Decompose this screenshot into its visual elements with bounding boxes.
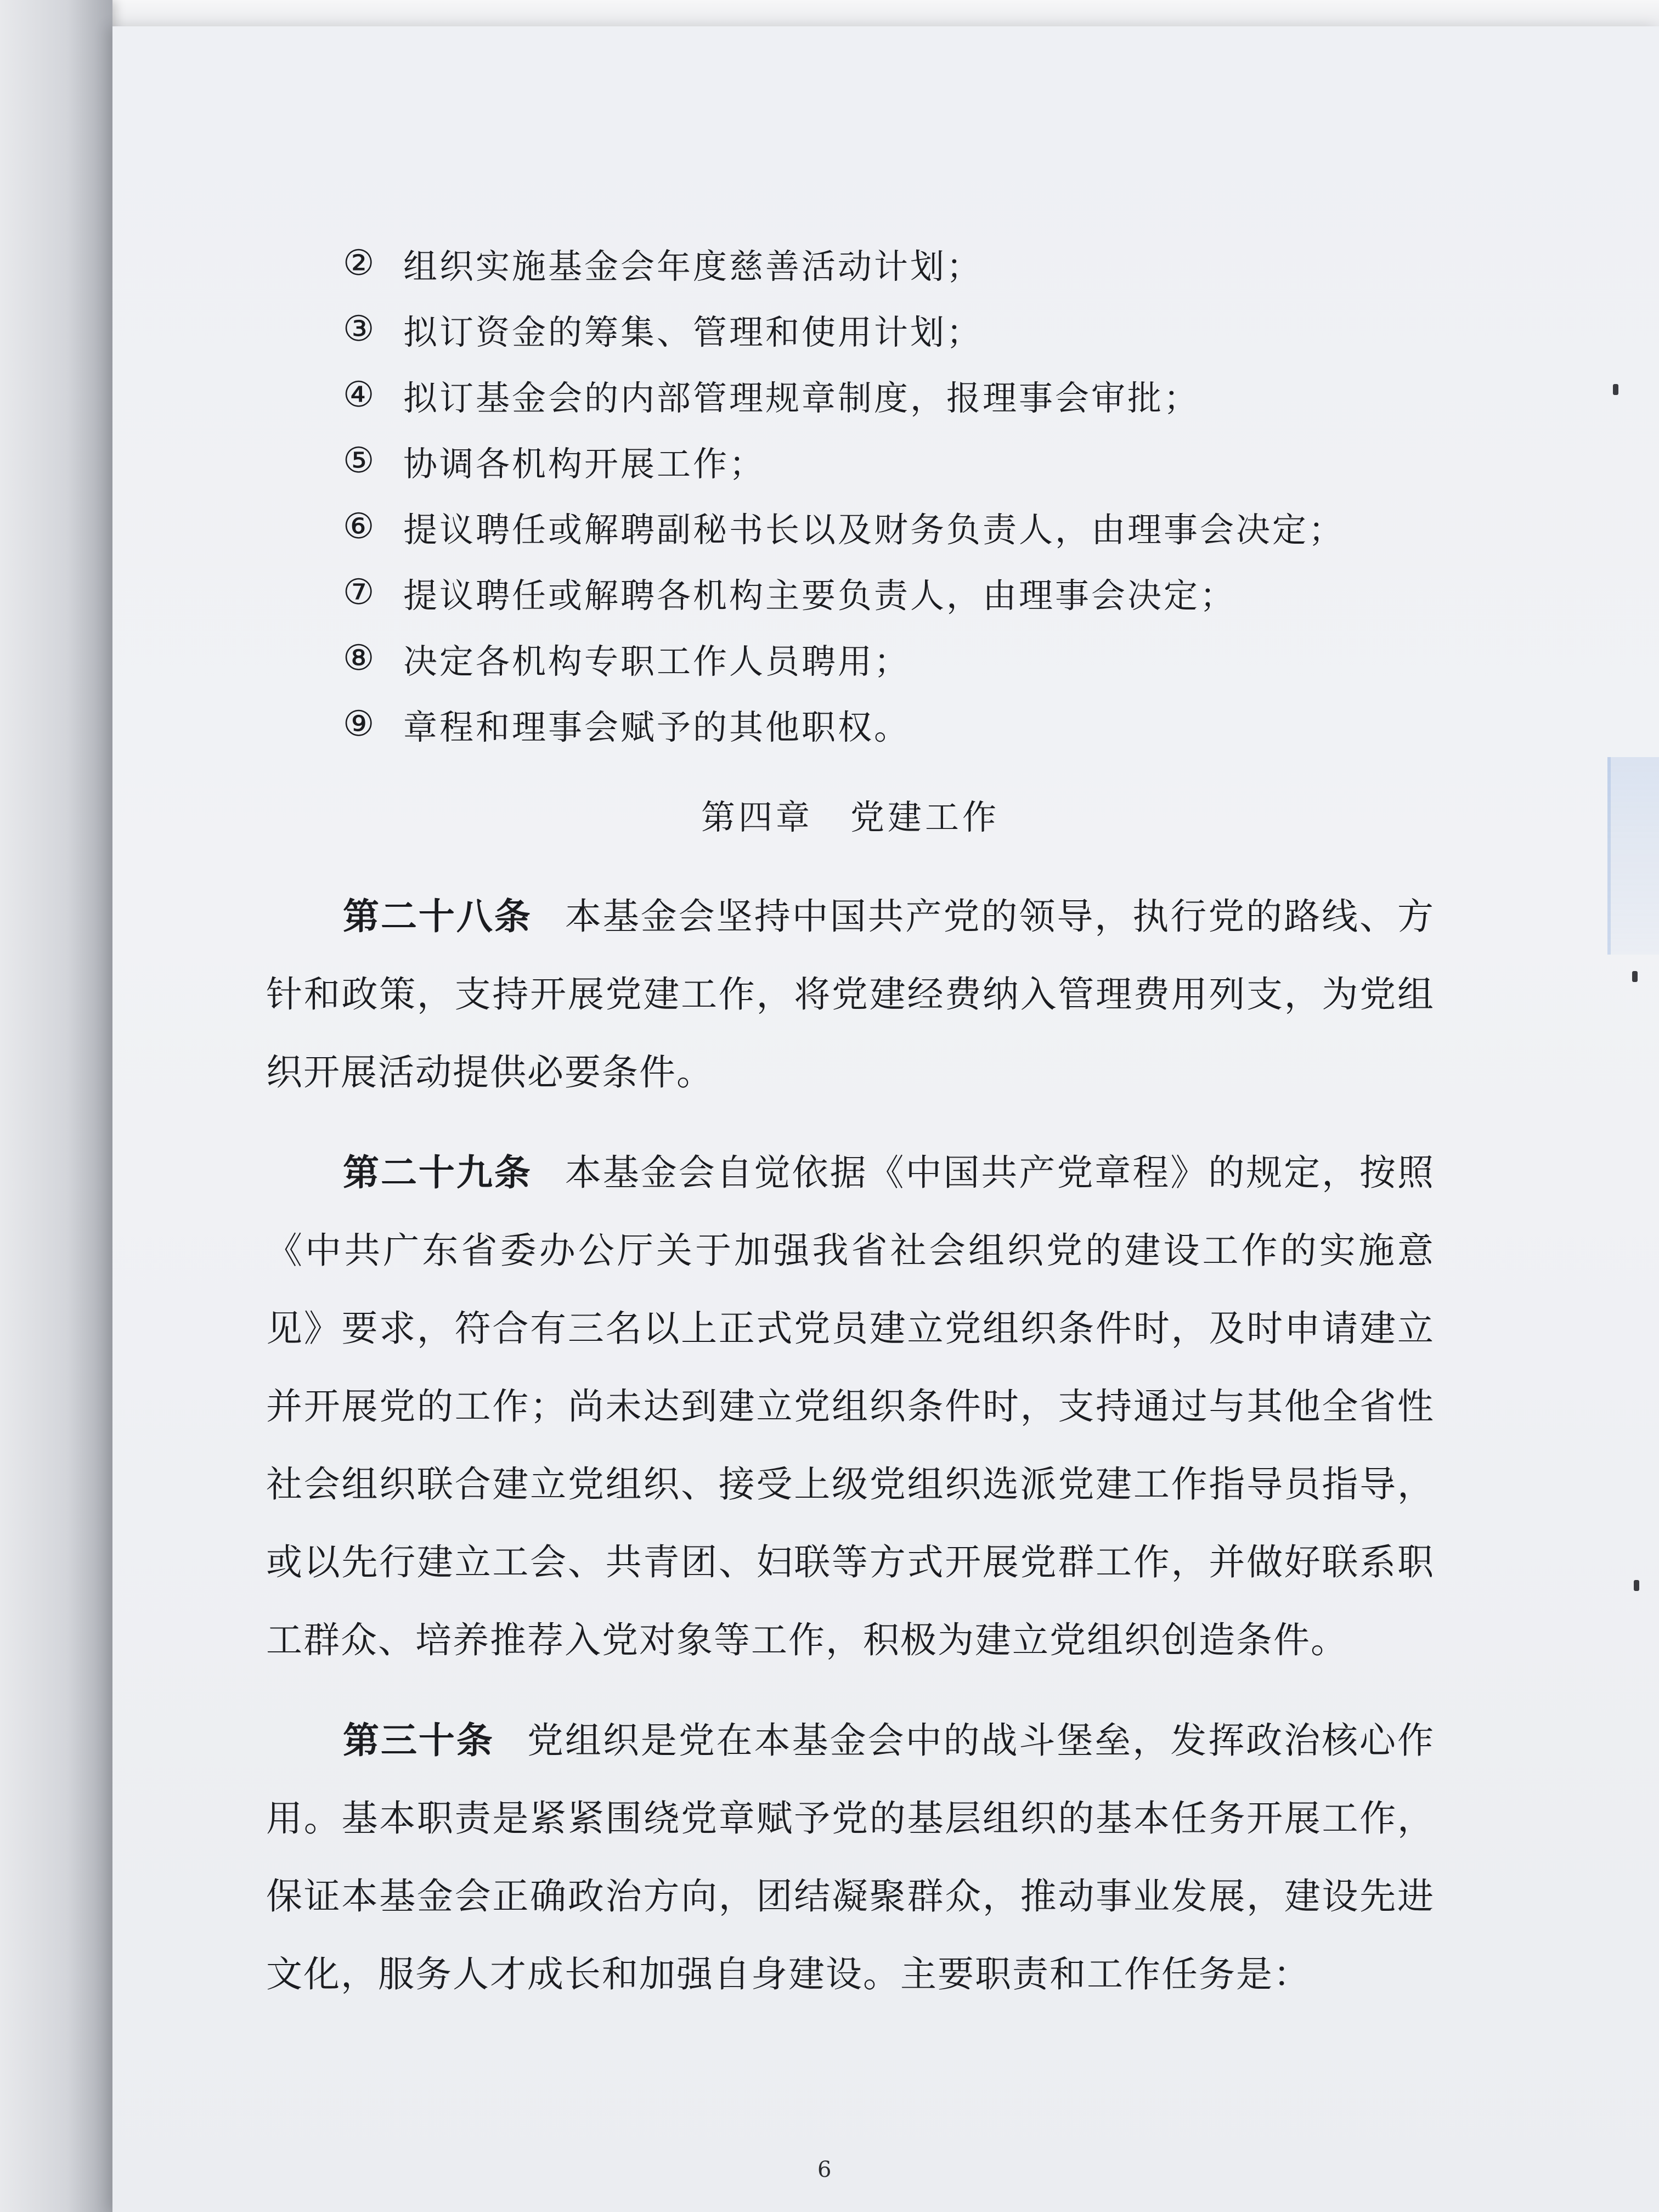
article-29: [266, 1133, 1435, 1679]
list-item: [343, 691, 1435, 757]
duty-list: [343, 230, 1435, 757]
article-30: [266, 1701, 1435, 2013]
item-text: 协调各机构开展工作；: [403, 443, 766, 484]
article-text: 党组织是党在本基金会中的战斗堡垒，发挥政治核心作用。基本职责是紧紧围绕党章赋予党的基层组织的基本任务开展工作，保证本基金会正确政治方向，团结凝聚群众，推动事业发展，建设先进文化，服务人才成长和加强自身建设。主要职责和工作任务是：: [266, 1719, 1435, 1995]
stamp-edge: [1607, 757, 1659, 955]
item-text: 拟订资金的筹集、管理和使用计划；: [403, 312, 983, 352]
page-number: 6: [817, 2157, 832, 2182]
article-number: 第二十九条: [343, 1151, 532, 1194]
list-item: [343, 625, 1435, 691]
item-number: ⑦: [343, 572, 377, 613]
item-number: ④: [343, 375, 377, 415]
list-item: [343, 230, 1435, 296]
binding-edge: [0, 0, 112, 2212]
list-item: [343, 296, 1435, 362]
item-number: ⑧: [343, 638, 377, 679]
document-body: [266, 230, 1435, 2035]
list-item: [343, 560, 1435, 625]
item-number: ⑨: [343, 704, 377, 744]
list-item: [343, 428, 1435, 494]
item-text: 章程和理事会赋予的其他职权。: [403, 707, 911, 747]
article-28: [266, 877, 1435, 1111]
item-number: ⑥: [343, 506, 377, 547]
item-number: ⑤: [343, 441, 377, 481]
margin-mark: [1632, 971, 1638, 982]
item-number: ②: [343, 243, 377, 284]
margin-mark: [1613, 384, 1618, 395]
article-text: 本基金会自觉依据《中国共产党章程》的规定，按照《中共广东省委办公厅关于加强我省社会组织党的建设工作的实施意见》要求，符合有三名以上正式党员建立党组织条件时，及时申请建立并开展党的工作；尚未达到建立党组织条件时，支持通过与其他全省性社会组织联合建立党组织、接受上级党组织选派党建工作指导员指导，或以先行建立工会、共青团、妇联等方式开展党群工作，并做好联系职工群众、培养推荐入党对象等工作，积极为建立党组织创造条件。: [266, 1152, 1435, 1661]
item-text: 组织实施基金会年度慈善活动计划；: [403, 246, 983, 286]
article-text: 本基金会坚持中国共产党的领导，执行党的路线、方针和政策，支持开展党建工作，将党建经费纳入管理费用列支，为党组织开展活动提供必要条件。: [266, 895, 1435, 1093]
top-paper-strip: [112, 0, 1659, 26]
item-text: 决定各机构专职工作人员聘用；: [403, 641, 911, 681]
list-item: [343, 494, 1435, 560]
article-number: 第三十条: [343, 1719, 494, 1762]
item-text: 拟订基金会的内部管理规章制度，报理事会审批；: [403, 377, 1200, 418]
item-text: 提议聘任或解聘各机构主要负责人，由理事会决定；: [403, 575, 1237, 616]
list-item: [343, 362, 1435, 428]
item-number: ③: [343, 309, 377, 349]
margin-mark: [1634, 1580, 1639, 1591]
item-text: 提议聘任或解聘副秘书长以及财务负责人，由理事会决定；: [403, 509, 1345, 550]
chapter-title: 第四章 党建工作: [701, 797, 1000, 837]
article-number: 第二十八条: [343, 895, 532, 938]
